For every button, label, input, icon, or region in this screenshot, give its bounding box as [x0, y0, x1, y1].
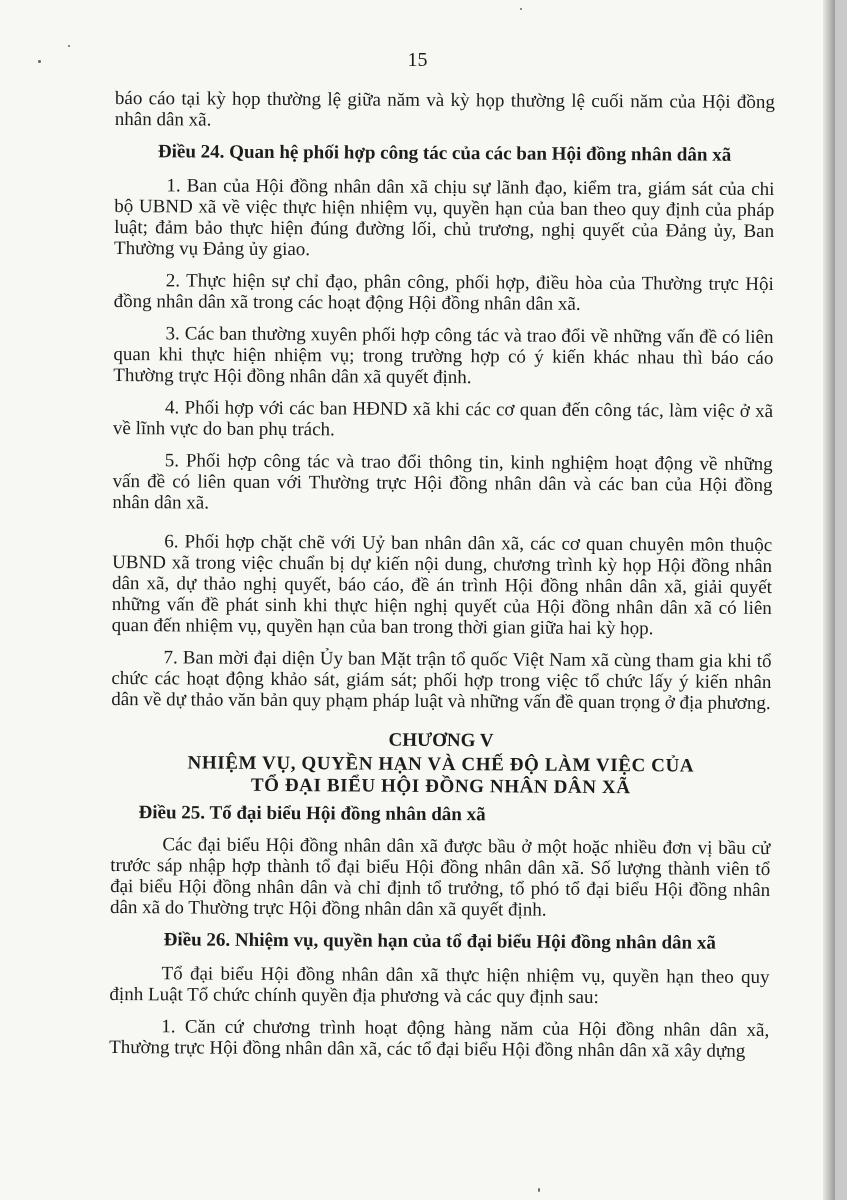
chapter-title-line-2: TỔ ĐẠI BIỂU HỘI ĐỒNG NHÂN DÂN XÃ: [250, 774, 631, 799]
article-24-clause-7: 7. Ban mời đại diện Ủy ban Mặt trận tổ quốc Việt Nam xã cùng tham gia khi tổ chức các hoạt động khảo sát, giám sát; phối hợp trong việc tổ chức lấy ý kiến nhân dân về dự thảo văn bản quy phạm pháp luật và những vấn đề quan trọng ở địa phương.: [111, 647, 772, 715]
article-26-intro: Tổ đại biểu Hội đồng nhân dân xã thực hiện nhiệm vụ, quyền hạn theo quy định Luật Tổ chức chính quyền địa phương và các quy định sau:: [109, 963, 770, 1008]
article-24-clause-5: 5. Phối hợp công tác và trao đổi thông tin, kinh nghiệm hoạt động về những vấn đề có liên quan với Thường trực Hội đồng nhân dân và các ban của Hội đồng nhân dân xã.: [112, 450, 773, 514]
scan-speck: [538, 1188, 540, 1192]
document-body: [109, 88, 775, 1073]
page-number: 15: [407, 49, 428, 71]
paragraph-continuation: báo cáo tại kỳ họp thường lệ giữa năm và kỳ họp thường lệ cuối năm của Hội đồng nhân dân xã.: [114, 88, 775, 131]
article-24-clause-2: 2. Thực hiện sự chỉ đạo, phân công, phối hợp, điều hòa của Thường trực Hội đồng nhân dân xã trong các hoạt động Hội đồng nhân dân xã.: [113, 270, 774, 315]
article-24-clause-1: 1. Ban của Hội đồng nhân dân xã chịu sự lãnh đạo, kiểm tra, giám sát của chi bộ UBND xã về việc thực hiện nhiệm vụ, quyền hạn của ban theo quy định của pháp luật; đảm bảo thực hiện đúng đường lối, chủ trương, nghị quyết của Đảng ủy, Ban Thường vụ Đảng ủy giao.: [113, 175, 775, 261]
scan-speck: [520, 8, 522, 10]
chapter-label: CHƯƠNG V: [388, 729, 494, 752]
article-26-clause-1: 1. Căn cứ chương trình hoạt động hàng năm của Hội đồng nhân dân xã, Thường trực Hội đồng nhân dân xã, các tổ đại biểu Hội đồng nhân dân xã xây dựng: [109, 1016, 770, 1062]
article-24-clause-4: 4. Phối hợp với các ban HĐND xã khi các cơ quan đến công tác, làm việc ở xã về lĩnh vực do ban phụ trách.: [112, 397, 774, 441]
article-26-heading: Điều 26. Nhiệm vụ, quyền hạn của tổ đại biểu Hội đồng nhân dân xã: [163, 929, 716, 954]
chapter-title-line-1: NHIỆM VỤ, QUYỀN HẠN VÀ CHẾ ĐỘ LÀM VIỆC CỦA: [187, 752, 695, 777]
article-24-heading: Điều 24. Quan hệ phối hợp công tác của các ban Hội đồng nhân dân xã: [157, 141, 732, 166]
article-24-clause-3: 3. Các ban thường xuyên phối hợp công tác và trao đổi về những vấn đề có liên quan khi thực hiện nhiệm vụ; trong trường hợp có ý kiến khác nhau thì báo cáo Thường trực Hội đồng nhân dân xã quyết định.: [113, 323, 774, 389]
article-25-heading: Điều 25. Tổ đại biểu Hội đồng nhân dân xã: [138, 802, 486, 826]
article-25-body: Các đại biểu Hội đồng nhân dân xã được bầu ở một hoặc nhiều đơn vị bầu cử trước sáp nhập hợp thành tổ đại biểu Hội đồng nhân dân xã. Số lượng thành viên tổ đại biểu Hội đồng nhân dân và chỉ định tổ trưởng, tổ phó tổ đại biểu Hội đồng nhân dân xã do Thường trực Hội đồng nhân dân xã quyết định.: [109, 834, 771, 921]
scan-speck: [68, 45, 70, 47]
page-edge-shadow: [823, 0, 835, 1200]
article-24-clause-6: 6. Phối hợp chặt chẽ với Uỷ ban nhân dân xã, các cơ quan chuyên môn thuộc UBND xã trong việc chuẩn bị dự kiến nội dung, chương trình kỳ họp Hội đồng nhân dân xã, dự thảo nghị quyết, báo cáo, đề án trình Hội đồng nhân dân xã, giải quyết những vấn đề phát sinh khi thực hiện nghị quyết của Hội đồng nhân dân xã có liên quan đến nhiệm vụ, quyền hạn của ban trong thời gian giữa hai kỳ họp.: [111, 531, 773, 640]
